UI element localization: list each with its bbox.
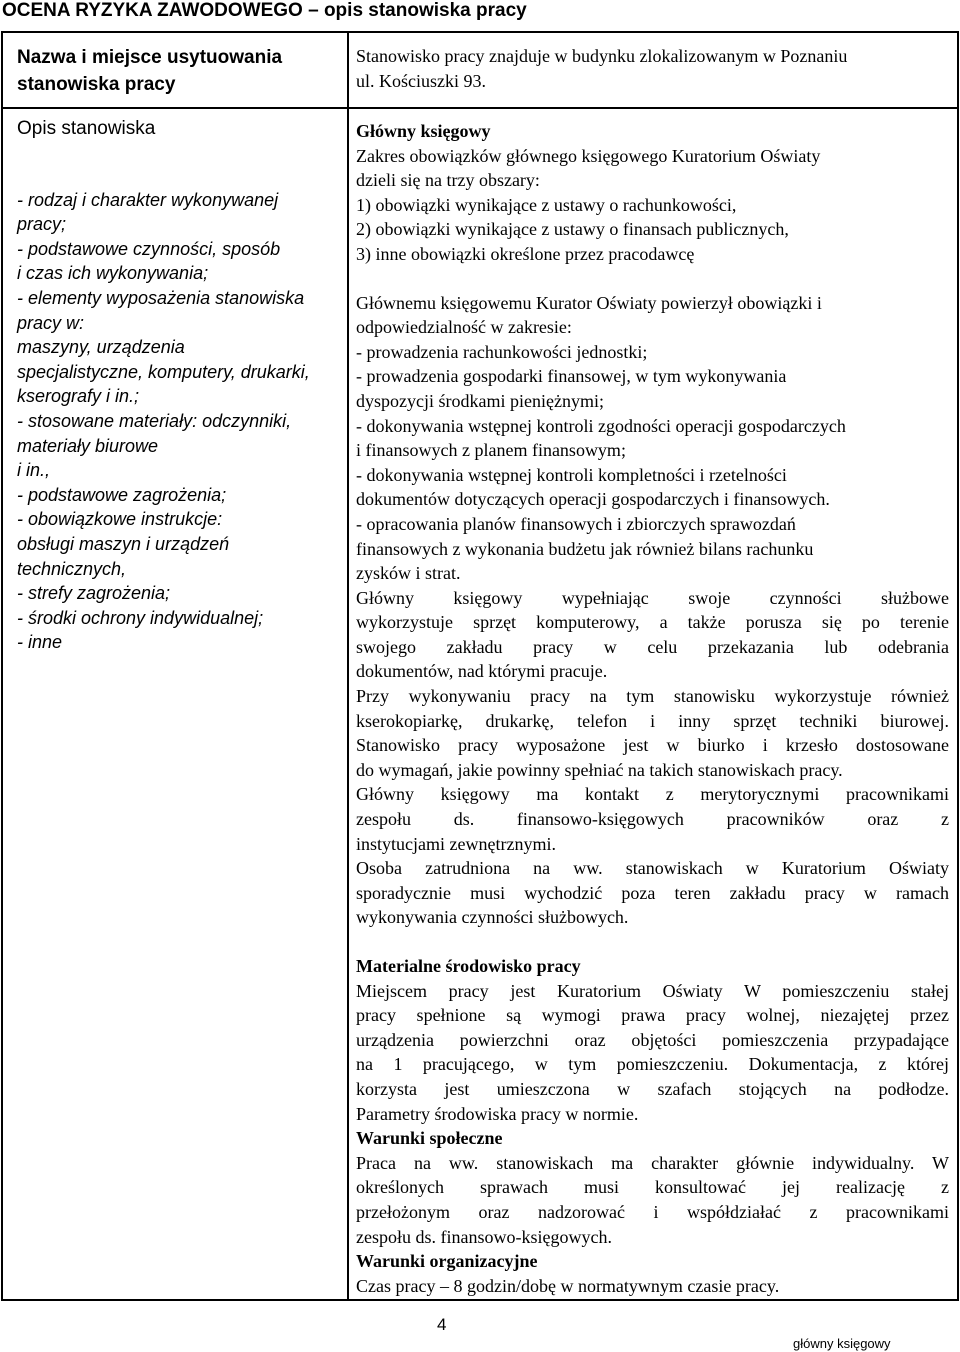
description-item: materiały biurowe (17, 435, 159, 456)
work-description-line: instytucjami zewnętrznymi. (356, 833, 556, 854)
description-item: specjalistyczne, komputery, drukarki, (17, 361, 310, 382)
job-title-heading: Główny księgowy (356, 121, 491, 141)
title-sub: opis stanowiska pracy (323, 0, 527, 21)
location-value-line: ul. Kościuszki 93. (356, 70, 486, 91)
description-label-cell (2, 108, 348, 1300)
footer-label: główny księgowy (793, 1336, 891, 1351)
description-item: maszyny, urządzenia (17, 337, 185, 358)
social-conditions-line: zespołu ds. finansowo-księgowych. (356, 1226, 612, 1247)
scope-line: 2) obowiązki wynikające z ustawy o finansach publicznych, (356, 219, 789, 240)
work-description-line: wykonywania czynności służbowych. (356, 907, 629, 928)
description-item: i in., (17, 460, 51, 481)
scope-paragraph (356, 144, 949, 267)
description-item: - rodzaj i charakter wykonywanej (17, 189, 279, 210)
material-environment-heading: Materialne środowisko pracy (356, 956, 581, 976)
material-environment-line: na 1 pracującego, w tym pomieszczeniu. Dokumentacja, z której (356, 1054, 949, 1075)
organizational-conditions-line: Czas pracy – 8 godzin/dobę w normatywnym czasie pracy. (356, 1275, 780, 1296)
scope-line: 1) obowiązki wynikające z ustawy o rachunkowości, (356, 194, 737, 215)
description-item: pracy w: (17, 312, 85, 333)
work-description-line: Przy wykonywaniu pracy na tym stanowisku wykorzystuje również (356, 686, 949, 707)
duty-line: zysków i strat. (356, 563, 461, 584)
location-label-line: stanowiska pracy (17, 74, 176, 95)
social-conditions-line: przełożonym oraz nadzorować i współdziałać z pracownikami (356, 1201, 949, 1222)
location-label-cell (2, 32, 348, 108)
description-item: - podstawowe czynności, sposób (17, 238, 281, 259)
work-description-line: do wymagań, jakie powinny spełniać na takich stanowiskach pracy. (356, 759, 843, 780)
material-environment-line: Parametry środowiska pracy w normie. (356, 1103, 639, 1124)
social-conditions-line: określonych sprawach musi konsultować jej realizację z (356, 1177, 949, 1198)
duty-line: - dokonywania wstępnej kontroli zgodności operacji gospodarczych (356, 415, 846, 436)
duty-line: dyspozycji środkami pieniężnymi; (356, 390, 604, 411)
duty-line: dokumentów dotyczących operacji gospodarczych i finansowych. (356, 489, 830, 510)
description-heading: Opis stanowiska (17, 118, 156, 139)
duty-line: - prowadzenia rachunkowości jednostki; (356, 341, 648, 362)
description-item: - stosowane materiały: odczynniki, (17, 410, 292, 431)
description-value-cell (348, 108, 958, 1300)
description-item: - inne (17, 632, 63, 653)
description-item: technicznych, (17, 558, 127, 579)
duty-line: - opracowania planów finansowych i zbiorczych sprawozdań (356, 513, 796, 534)
location-label-line: Nazwa i miejsce usytuowania (17, 47, 283, 68)
description-item: - strefy zagrożenia; (17, 583, 171, 604)
work-description-line: wykorzystuje sprzęt komputerowy, a także porusza się po terenie (356, 612, 949, 633)
description-item: i czas ich wykonywania; (17, 263, 209, 284)
social-conditions-paragraph (356, 1151, 949, 1249)
work-description-line: Stanowisko pracy wyposażone jest w biurko i krzesło dostosowane (356, 735, 949, 756)
social-conditions-heading: Warunki społeczne (356, 1128, 503, 1149)
description-item: - elementy wyposażenia stanowiska (17, 287, 305, 308)
material-environment-line: urządzenia powierzchni oraz objętości pomieszczenia przypadające (356, 1029, 949, 1050)
description-item: - obowiązkowe instrukcje: (17, 509, 223, 530)
location-value-line: Stanowisko pracy znajduje w budynku zlokalizowanym w Poznaniu (356, 46, 848, 66)
duty-line: - dokonywania wstępnej kontroli kompletności i rzetelności (356, 464, 787, 485)
work-description-line: swojego zakładu pracy w celu przekazania lub odebrania (356, 636, 949, 657)
description-item: obsługi maszyn i urządzeń (17, 533, 230, 554)
work-description-line: Główny księgowy ma kontakt z merytorycznymi pracownikami (356, 784, 949, 805)
work-description-line: dokumentów, nad którymi pracuje. (356, 661, 608, 682)
scope-line: Zakres obowiązków głównego księgowego Kuratorium Oświaty (356, 145, 821, 166)
organizational-conditions-paragraph (356, 1274, 949, 1299)
duty-line: Głównemu księgowemu Kurator Oświaty powierzył obowiązki i (356, 292, 822, 313)
description-items (17, 188, 347, 655)
work-description-line: Główny księgowy wypełniając swoje czynności służbowe (356, 587, 949, 608)
work-description-line: sporadycznie musi wychodzić poza teren zakładu pracy w ramach (356, 882, 949, 903)
assessment-table (1, 31, 959, 1301)
material-environment-line: Miejscem pracy jest Kuratorium Oświaty W pomieszczeniu stałej (356, 980, 949, 1001)
page-number: 4 (437, 1315, 447, 1334)
material-environment-line: korzysta jest umieszczona w szafach stojących na podłodze. (356, 1078, 949, 1099)
duty-line: odpowiedzialność w zakresie: (356, 317, 572, 338)
duty-line: i finansowych z planem finansowym; (356, 440, 626, 461)
material-environment-paragraph (356, 979, 949, 1127)
title-main: OCENA RYZYKA ZAWODOWEGO (2, 0, 303, 21)
duties-paragraph (356, 291, 949, 586)
work-description-paragraph (356, 586, 949, 930)
table-row-description (2, 108, 958, 1300)
work-description-line: Osoba zatrudniona na ww. stanowiskach w Kuratorium Oświaty (356, 858, 949, 879)
social-conditions-line: Praca na ww. stanowiskach ma charakter głównie indywidualny. W (356, 1152, 949, 1173)
scope-line: 3) inne obowiązki określone przez pracodawcę (356, 243, 695, 264)
duty-line: finansowych z wykonania budżetu jak również bilans rachunku (356, 538, 814, 559)
description-item: pracy; (17, 214, 67, 235)
description-item: kserografy i in.; (17, 386, 140, 407)
scope-line: dzieli się na trzy obszary: (356, 170, 540, 191)
material-environment-line: pracy spełnione są wymogi prawa pracy wolnej, niezajętej przez (356, 1005, 949, 1026)
work-description-line: kserokopiarkę, drukarkę, telefon i inny sprzęt techniki biurowej. (356, 710, 949, 731)
organizational-conditions-heading: Warunki organizacyjne (356, 1251, 538, 1272)
work-description-line: zespołu ds. finansowo-księgowych pracowników oraz z (356, 809, 949, 830)
description-item: - podstawowe zagrożenia; (17, 484, 227, 505)
document-title (2, 0, 527, 22)
location-value-cell (348, 32, 958, 108)
duty-line: - prowadzenia gospodarki finansowej, w tym wykonywania (356, 366, 787, 387)
title-separator: – (302, 0, 324, 21)
table-row-location (2, 32, 958, 108)
description-item: - środki ochrony indywidualnej; (17, 607, 264, 628)
